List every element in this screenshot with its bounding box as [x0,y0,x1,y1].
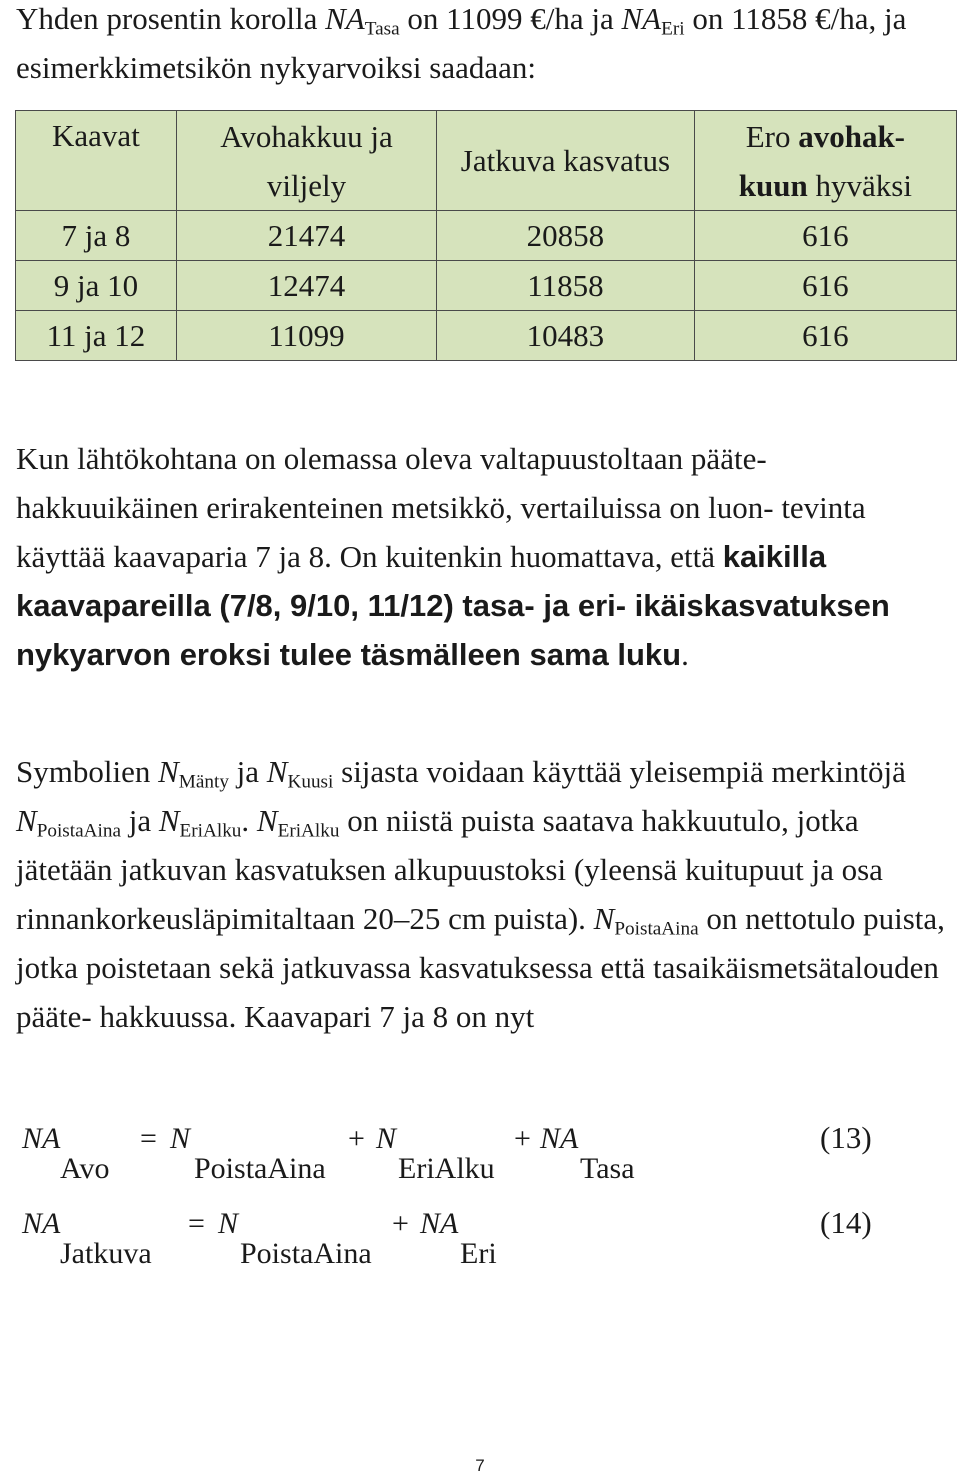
eq-operator: = [188,1207,205,1240]
subscript: PoistaAina [36,820,121,842]
header-ero-bold: kuun [738,167,808,203]
eq-subscript: Tasa [580,1152,635,1185]
eq-subscript: PoistaAina [194,1152,326,1185]
symbol-n: N [158,754,179,789]
paragraph-text: ja [228,754,267,789]
symbol-n: N [593,901,615,936]
symbol-na-eri: NA [621,1,662,36]
table-row [16,261,957,311]
comparison-paragraph [16,434,946,679]
table-cell: 616 [694,211,956,261]
intro-paragraph [16,0,946,92]
symbol-na-tasa: NA [325,1,365,36]
header-avohakkuu: Avohakkuu ja viljely [176,111,436,211]
eq-symbol: NA [540,1122,579,1155]
symbol-n: N [266,754,288,789]
header-jatkuva: Jatkuva kasvatus [437,111,695,211]
eq-subscript: Jatkuva [60,1237,152,1270]
symbol-n: N [158,803,180,838]
page-number: 7 [475,1456,485,1475]
table-cell: 20858 [437,211,695,261]
eq-symbol: NA [22,1207,61,1240]
table-header-row [16,111,957,211]
table-cell: 616 [694,261,956,311]
header-ero [694,111,956,211]
paragraph-text: Kun lähtökohtana on olemassa oleva valtapuustoltaan pääte- hakkuuikäinen erirakenteinen metsikkö, vertailuissa on luon- tevinta käyttää kaavaparia 7 ja 8. On kuitenkin huomattava, että [16,441,866,574]
header-ero-text: hyväksi [807,167,912,203]
table-row [16,311,957,361]
eq-operator: + [392,1207,409,1240]
header-kaavat: Kaavat [16,111,177,211]
intro-text: Yhden prosentin korolla [16,1,326,36]
header-ero-bold: avohak- [798,118,906,154]
subscript: EriAlku [179,820,242,842]
eq-subscript: Avo [60,1152,110,1185]
present-value-table [15,110,957,361]
paragraph-text: ja [120,803,159,838]
header-ero-text: Ero [745,118,799,154]
symbols-paragraph [16,747,946,1041]
equation-number-14: (14) [820,1205,872,1240]
eq-operator: = [140,1122,157,1155]
eq-symbol: NA [420,1207,459,1240]
eq-symbol: N [376,1122,397,1155]
table-cell: 10483 [437,311,695,361]
eq-subscript: PoistaAina [240,1237,372,1270]
table-cell: 21474 [176,211,436,261]
table-cell: 12474 [176,261,436,311]
eq-subscript: EriAlku [398,1152,495,1185]
intro-text: on 11099 €/ha ja [399,1,622,36]
eq-operator: + [348,1122,365,1155]
table-cell: 11099 [176,311,436,361]
subscript-eri: Eri [661,18,685,40]
table-cell: 7 ja 8 [16,211,177,261]
subscript: PoistaAina [614,918,699,940]
table-row [16,211,957,261]
table-cell: 11 ja 12 [16,311,177,361]
paragraph-text: . [681,637,689,672]
table-cell: 11858 [437,261,695,311]
intro-text: on 11858 €/ha, ja esimerkkimetsikön nykyarvoiksi saadaan: [16,1,907,85]
paragraph-text: on nettotulo puista, jotka poistetaan sekä jatkuvassa kasvatuksessa että tasaikäismetsätalouden pääte- hakkuussa. Kaavapari 7 ja 8 on nyt [16,901,945,1034]
subscript-tasa: Tasa [364,18,400,40]
symbol-n: N [16,803,37,838]
eq-subscript: Eri [460,1237,497,1270]
subscript: Mänty [178,771,229,793]
symbol-n: N [256,803,278,838]
table-cell: 616 [694,311,956,361]
paragraph-text: Symbolien [16,754,159,789]
equation-number-13: (13) [820,1120,872,1155]
paragraph-text: on niistä puista saatava hakkuutulo, jotka jätetään jatkuvan kasvatuksen alkupuustoksi (yleensä kuitupuut ja osa rinnankorkeusläpimitaltaan 20–25 cm puista). [16,803,883,936]
eq-symbol: N [170,1122,191,1155]
paragraph-text: . [241,803,257,838]
paragraph-text: sijasta voidaan käyttää yleisempiä merkintöjä [333,754,906,789]
emphasis-text: kaikilla kaavapareilla (7/8, 9/10, 11/12) tasa- ja eri- ikäiskasvatuksen nykyarvon eroksi tulee täsmälleen sama luku [16,539,890,672]
eq-operator: + [514,1122,531,1155]
eq-symbol: NA [22,1122,61,1155]
subscript: Kuusi [287,771,334,793]
eq-symbol: N [218,1207,239,1240]
subscript: EriAlku [277,820,340,842]
table-cell: 9 ja 10 [16,261,177,311]
